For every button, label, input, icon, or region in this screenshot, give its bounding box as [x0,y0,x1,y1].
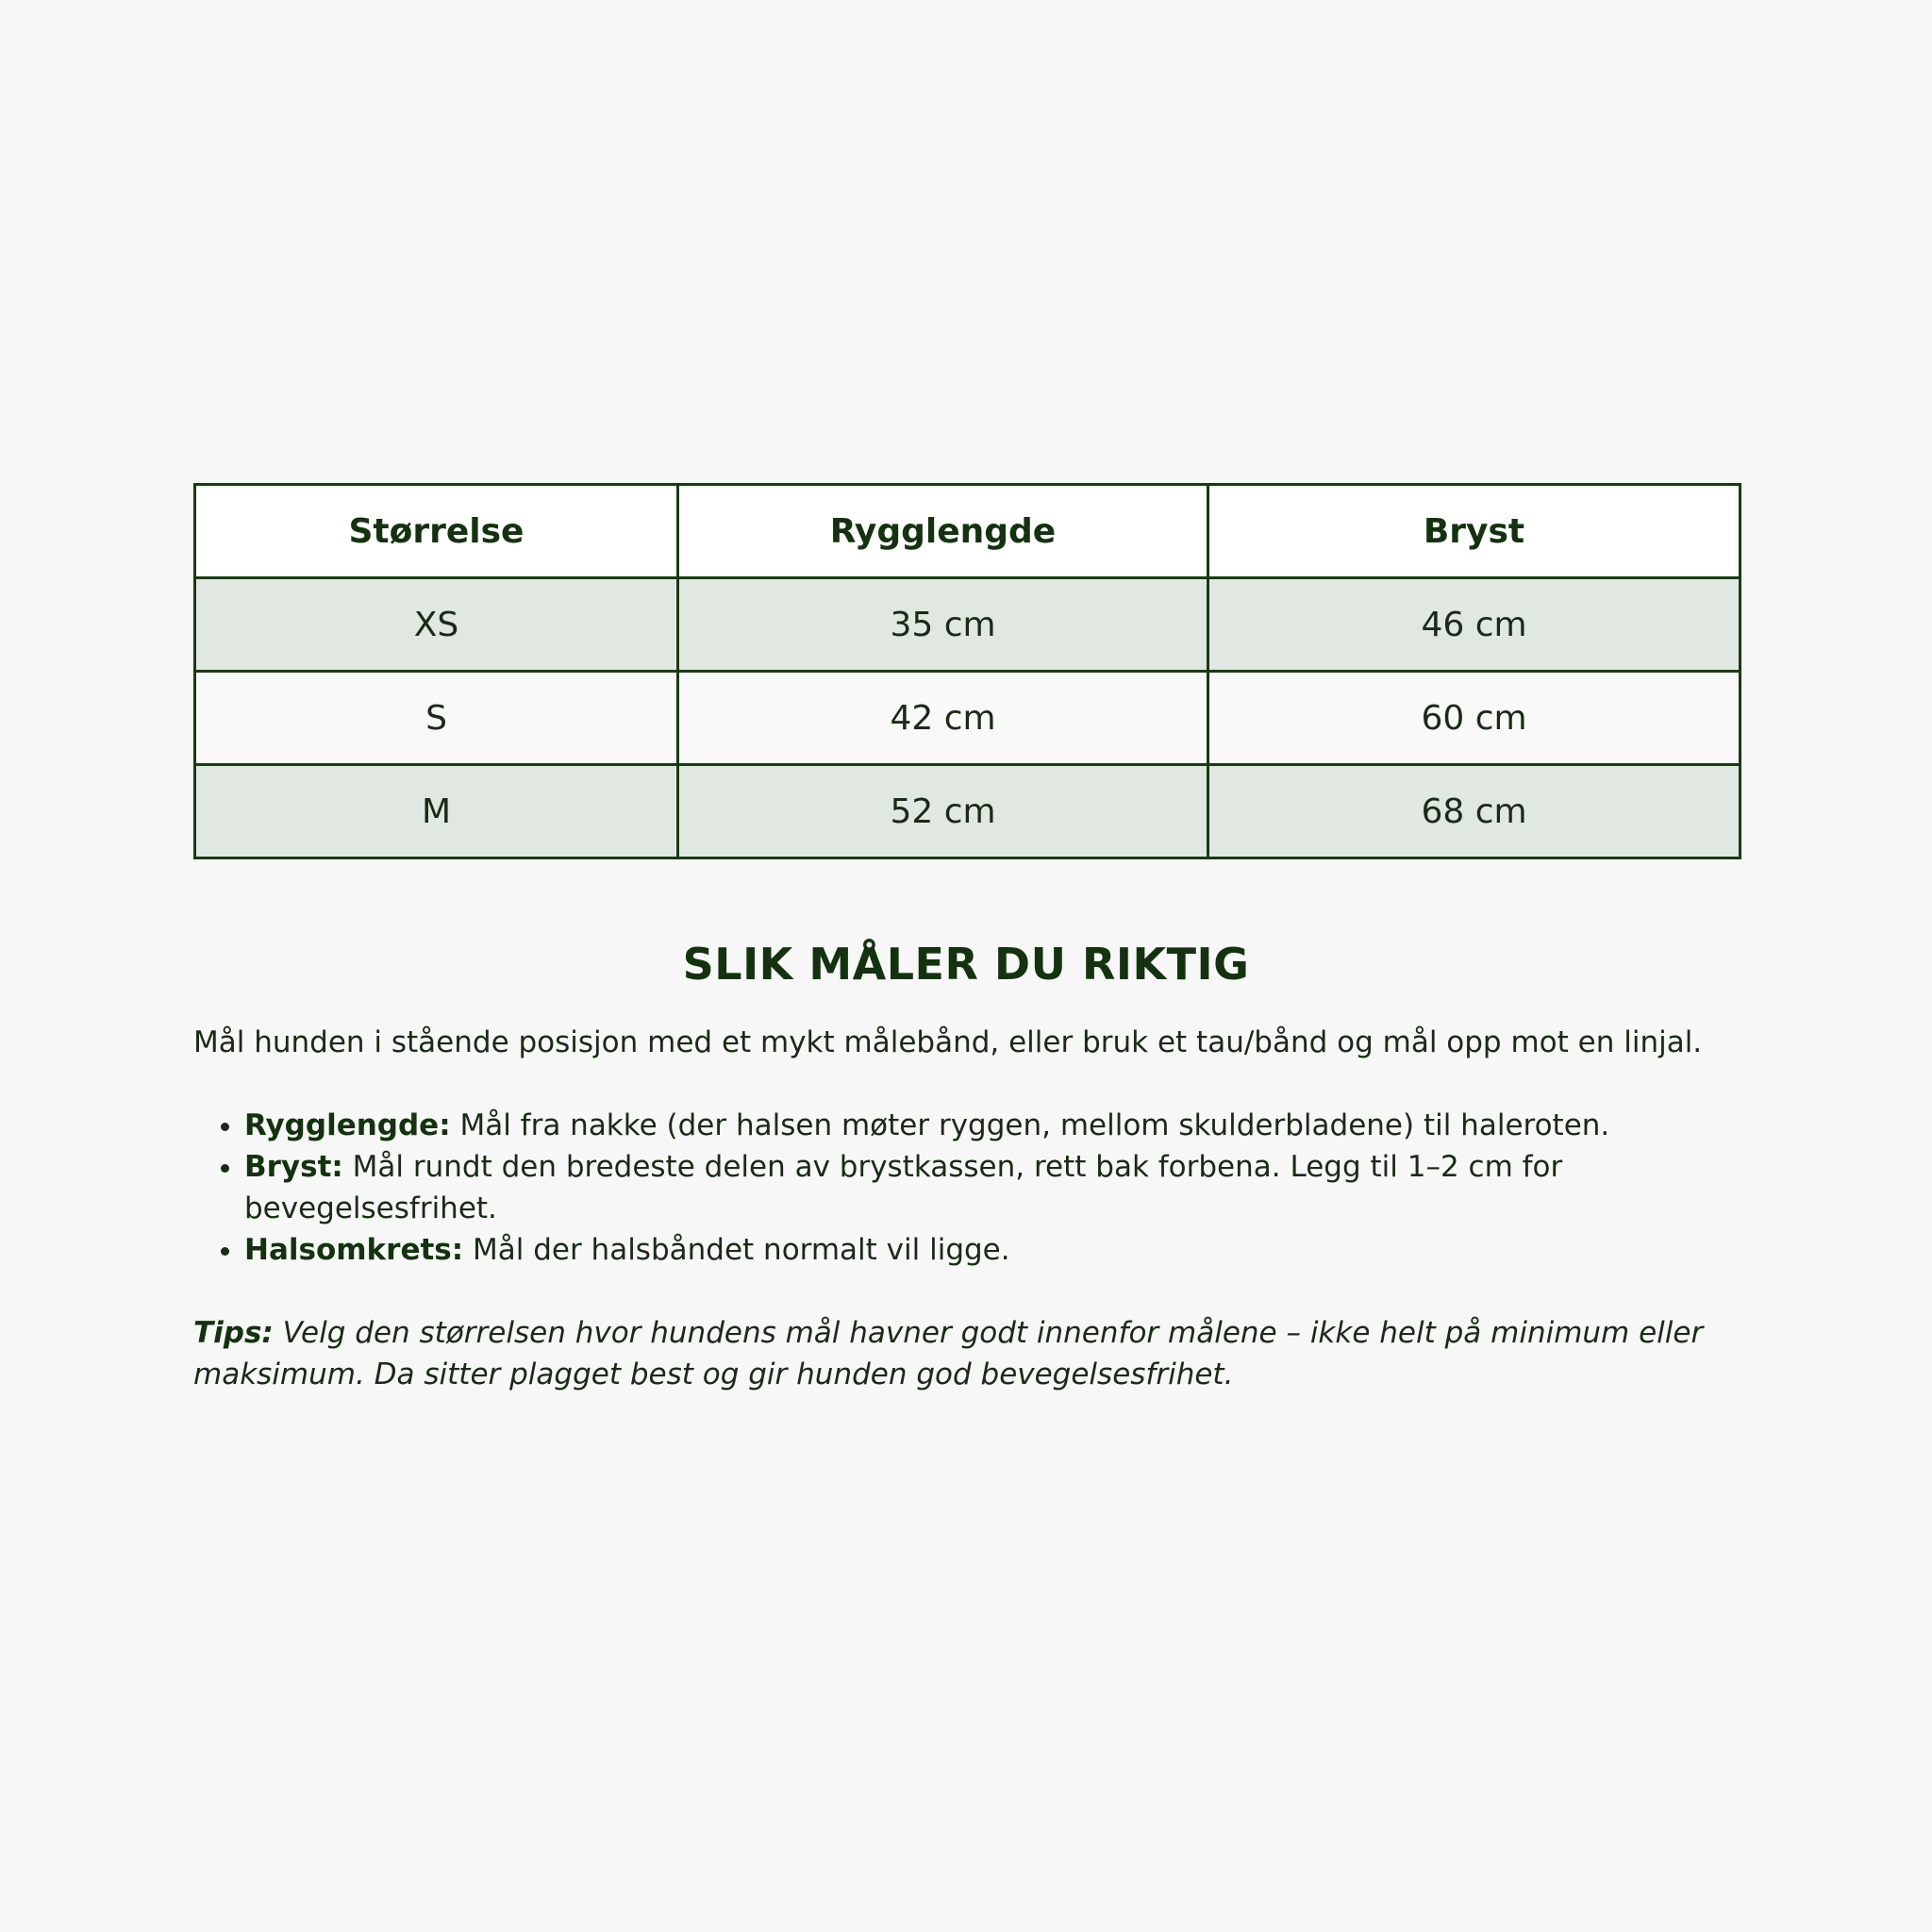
cell-chest: 46 cm [1208,578,1740,672]
cell-back-length: 42 cm [678,672,1208,765]
header-back-length: Rygglengde [678,485,1208,578]
size-table [193,483,1741,859]
cell-back-length: 35 cm [678,578,1208,672]
list-item [244,1105,1739,1146]
list-item-text: Mål der halsbåndet normalt vil ligge. [463,1233,1010,1267]
cell-size: S [195,672,678,765]
cell-size: M [195,765,678,858]
list-item-text: Mål fra nakke (der halsen møter ryggen, mellom skulderbladene) til haleroten. [450,1108,1610,1142]
list-item-text: Mål rundt den bredeste delen av brystkassen, rett bak forbena. Legg til 1–2 cm for bevegelsesfrihet. [244,1150,1563,1225]
list-item-label: Bryst: [244,1150,343,1184]
list-item [244,1146,1739,1229]
header-size: Størrelse [195,485,678,578]
cell-chest: 60 cm [1208,672,1740,765]
table-row [195,765,1740,858]
cell-chest: 68 cm [1208,765,1740,858]
list-item-label: Halsomkrets: [244,1233,464,1267]
size-guide [193,483,1739,1395]
measurement-list [193,1105,1739,1271]
tip-note [193,1312,1739,1395]
tip-text: Velg den størrelsen hvor hundens mål havner godt innenfor målene – ikke helt på minimum eller maksimum. Da sitter plagget best og gir hunden god bevegelsesfrihet. [193,1316,1704,1391]
table-header-row [195,485,1740,578]
intro-paragraph: Mål hunden i stående posisjon med et mykt målebånd, eller bruk et tau/bånd og mål opp mot en linjal. [193,1025,1703,1059]
table-row [195,578,1740,672]
header-chest: Bryst [1208,485,1740,578]
cell-size: XS [195,578,678,672]
list-item-label: Rygglengde: [244,1108,451,1142]
list-item [244,1229,1739,1271]
cell-back-length: 52 cm [678,765,1208,858]
table-row [195,672,1740,765]
tip-label: Tips: [193,1316,274,1350]
guide-title: SLIK MÅLER DU RIKTIG [682,939,1250,990]
